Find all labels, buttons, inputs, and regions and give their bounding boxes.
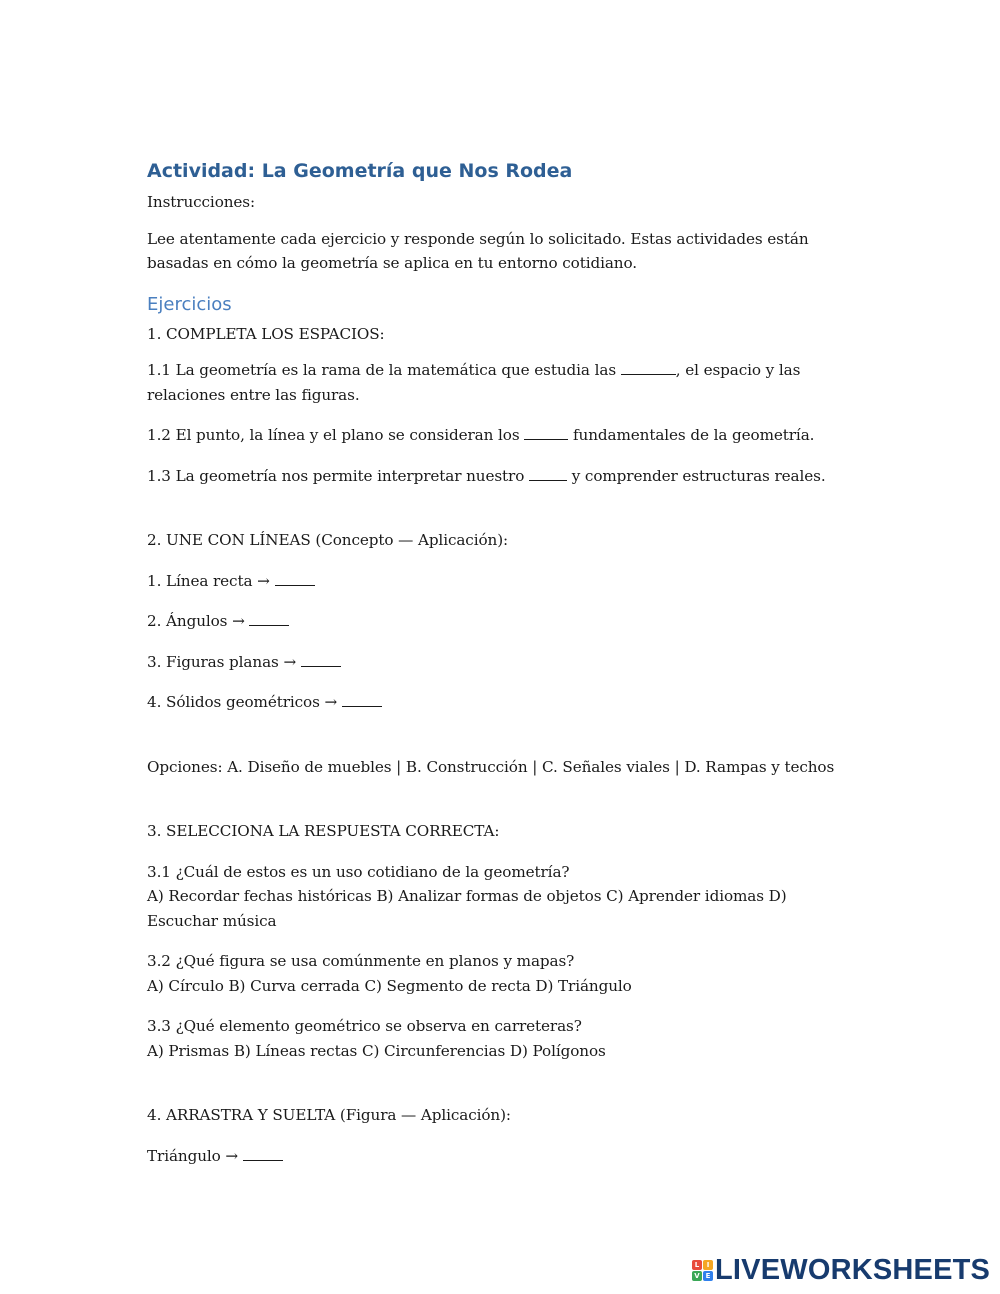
blank-input[interactable] [342, 693, 382, 707]
blank-input[interactable] [524, 426, 568, 440]
section3-heading: 3. SELECCIONA LA RESPUESTA CORRECTA: [147, 822, 500, 840]
match-item [147, 650, 847, 675]
logo-text: LIVEWORKSHEETS [715, 1254, 991, 1286]
answer-options[interactable]: A) Círculo B) Curva cerrada C) Segmento de recta D) Triángulo [147, 976, 632, 995]
question-text: , el espacio y las relaciones entre las figuras. [147, 361, 801, 404]
blank-input[interactable] [301, 653, 341, 667]
question-1-2 [147, 423, 847, 448]
section1-heading: 1. COMPLETA LOS ESPACIOS: [147, 324, 385, 343]
section2-heading: 2. UNE CON LÍNEAS (Concepto — Aplicación): [147, 531, 509, 549]
logo-mark-letter: L [692, 1260, 702, 1270]
blank-input[interactable] [621, 361, 676, 375]
logo-mark-letter: E [703, 1271, 713, 1281]
exercises-heading: Ejercicios [147, 293, 232, 315]
match-item [147, 569, 847, 594]
question-text: fundamentales de la geometría. [568, 426, 815, 444]
drag-item [147, 1144, 847, 1169]
logo-mark-icon [692, 1260, 713, 1281]
question-text: 3.3 ¿Qué elemento geométrico se observa en carreteras? [147, 1017, 582, 1035]
question-3-2 [147, 949, 847, 998]
blank-input[interactable] [249, 612, 289, 626]
page-title: Actividad: La Geometría que Nos Rodea [147, 160, 573, 182]
blank-input[interactable] [275, 572, 315, 586]
match-item [147, 690, 847, 715]
match-item-label: 3. Figuras planas → [147, 652, 301, 671]
question-text: 3.2 ¿Qué figura se usa comúnmente en planos y mapas? [147, 952, 575, 970]
section4-heading: 4. ARRASTRA Y SUELTA (Figura — Aplicación): [147, 1106, 511, 1124]
question-text: 1.1 La geometría es la rama de la matemática que estudia las [147, 361, 621, 379]
question-text: y comprender estructuras reales. [566, 466, 826, 485]
match-item [147, 609, 847, 634]
match-item-label: 1. Línea recta → [147, 571, 275, 590]
logo-mark-letter: I [703, 1260, 713, 1270]
question-1-3 [147, 464, 847, 489]
question-3-1 [147, 860, 847, 934]
drop-target[interactable] [243, 1147, 283, 1161]
answer-options[interactable]: A) Prismas B) Líneas rectas C) Circunferencias D) Polígonos [147, 1041, 606, 1060]
question-text: 1.2 El punto, la línea y el plano se consideran los [147, 426, 525, 444]
liveworksheets-logo [692, 1255, 990, 1285]
match-item-label: 2. Ángulos → [147, 612, 250, 630]
question-text: 3.1 ¿Cuál de estos es un uso cotidiano de la geometría? [147, 862, 570, 881]
drag-item-label: Triángulo → [147, 1146, 243, 1165]
instructions-label: Instrucciones: [147, 193, 256, 211]
match-options: Opciones: A. Diseño de muebles | B. Construcción | C. Señales viales | D. Rampas y techos [147, 757, 835, 776]
match-item-label: 4. Sólidos geométricos → [147, 693, 342, 711]
blank-input[interactable] [529, 467, 567, 481]
question-1-1 [147, 358, 847, 407]
logo-mark-letter: V [692, 1271, 702, 1281]
instructions-text: Lee atentamente cada ejercicio y responde según lo solicitado. Estas actividades están basadas en cómo la geometría se aplica en tu entorno cotidiano. [147, 229, 809, 272]
worksheet [147, 158, 847, 1184]
question-3-3 [147, 1014, 847, 1063]
question-text: 1.3 La geometría nos permite interpretar nuestro [147, 466, 529, 485]
answer-options[interactable]: A) Recordar fechas históricas B) Analizar formas de objetos C) Aprender idiomas D) Escuchar música [147, 887, 787, 930]
